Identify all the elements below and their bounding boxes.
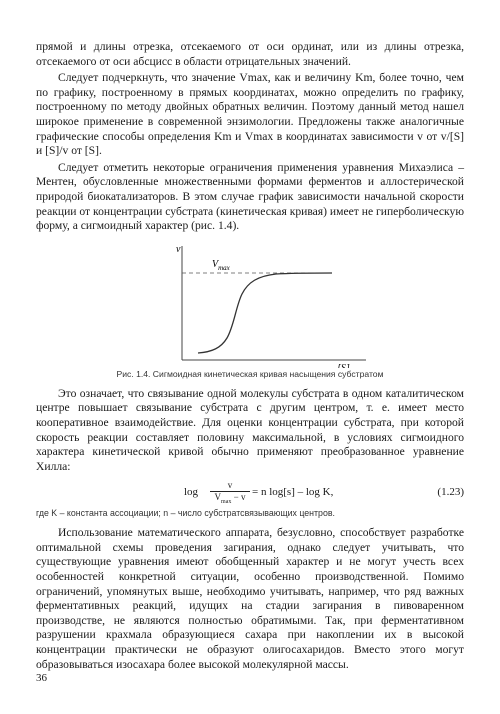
page-number: 36 xyxy=(36,672,47,684)
hill-equation xyxy=(36,480,464,506)
equation-legend: где K – константа ассоциации; n – число субстратсвязывающих центров. xyxy=(36,508,335,519)
equation-rhs: = n log[s] – log K, xyxy=(252,486,334,499)
figure-caption: Рис. 1.4. Сигмоидная кинетическая кривая насыщения субстратом xyxy=(116,368,384,379)
equation-numerator: v xyxy=(210,480,250,492)
paragraph-5: Использование математического аппарата, безусловно, способствует разработке оптимальной схемы проведения загирания, однако следует учитывать, что существующие уравнения имеют обобщенный характер и не могут учесть всех особенностей конкретной ситуации, особенно производственной. Помимо ограничений, упомянутых выше, необходимо учитывать, например, что ряд важных ферментативных реакций, идущих на стадии загирания в пивоваренном производстве, не являются полностью обратимыми. Так, при ферментативном разрушении крахмала образующиеся сахара при накоплении их в высокой концентрации практически не образуют олигосахаридов. Вместо этого могут образовываться изосахара более высокой молекулярной массы. xyxy=(36,526,464,671)
sigmoid-chart xyxy=(36,240,464,368)
paragraph-3: Следует отметить некоторые ограничения применения уравнения Михаэлиса – Ментен, обусловленные множественными формами ферментов и аллостерической природой биокатализаторов. В этом случае график зависимости начальной скорости реакции от концентрации субстрата (кинетическая кривая) имеет не гиперболическую форму, а сигмоидный характер (рис. 1.4). xyxy=(36,160,464,233)
equation-number: (1.23) xyxy=(437,486,464,499)
equation-fraction xyxy=(210,480,250,508)
sigmoid-curve xyxy=(198,273,332,353)
paragraph-2: Следует подчеркнуть, что значение Vmax, как и величину Km, более точно, чем по графику, построенному в прямых координатах, можно определить по графику, построенному по методу двойных обратных величин. Поэтому данный метод нашел широкое применение в современной энзимологии. Предложены также аналогичные графические способы определения Km и Vmax в координатах зависимости v от v/[S] и [S]/v от [S]. xyxy=(36,71,464,158)
x-axis-label xyxy=(337,363,350,368)
equation-log: log xyxy=(184,486,199,499)
paragraph-1: прямой и длины отрезка, отсекаемого от оси ординат, или из длины отрезка, отсекаемого от оси абсцисс в области отрицательных значений. xyxy=(36,40,464,68)
figure-sigmoid-curve xyxy=(36,240,464,368)
vmax-label: $V_{max}$ xyxy=(212,258,230,272)
y-axis-label: v xyxy=(176,243,181,255)
equation-denominator: $V_{max} - v$ xyxy=(214,492,246,506)
page-content xyxy=(36,40,464,672)
paragraph-4: Это означает, что связывание одной молекулы субстрата в одном каталитическом центре повышает связывание субстрата с другим центром, т. е. имеет место кооперативное взаимодействие. Для оценки концентрации субстрата, при которой скорость реакции составляет половину максимальной, в условиях сигмоидного характера кинетической кривой обычно применяют преобразованное уравнение Хилла: xyxy=(36,386,464,473)
